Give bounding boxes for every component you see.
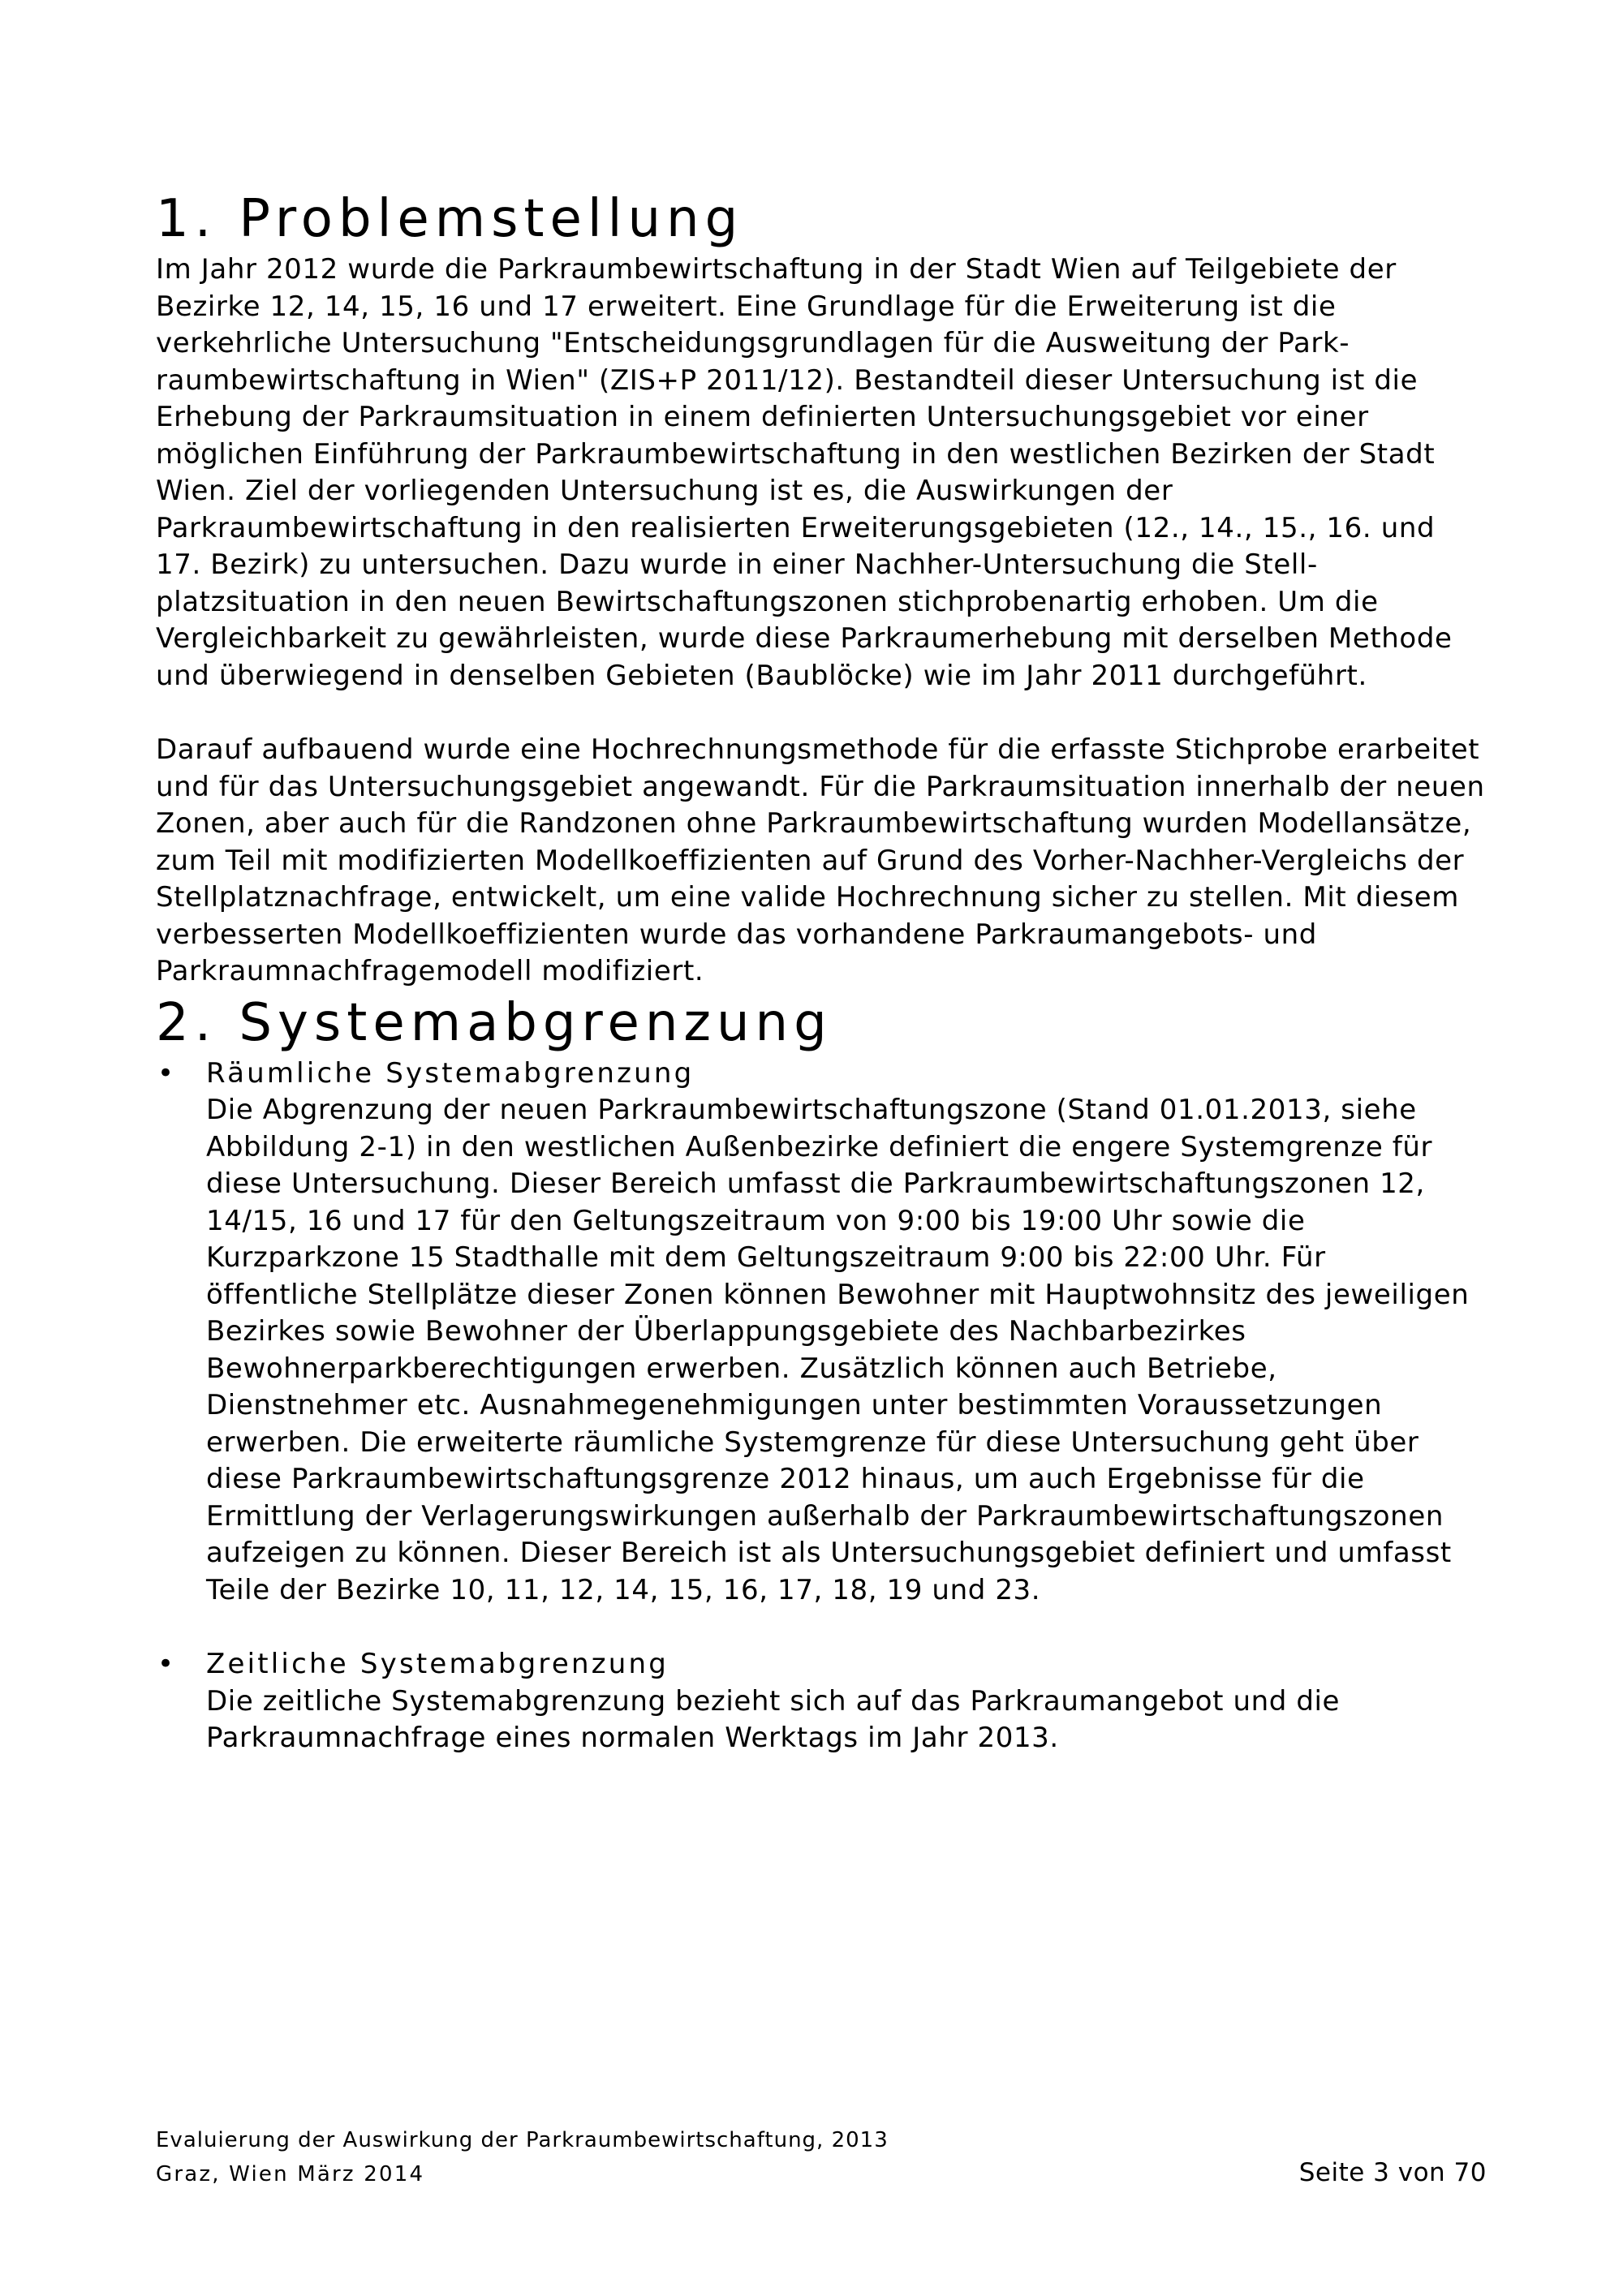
paragraph-problemstellung-1: Im Jahr 2012 wurde die Parkraumbewirtschaftung in der Stadt Wien auf Teilgebiete der Bezirke 12, 14, 15, 16 und 17 erweitert. Eine Grundlage für die Erweiterung ist die verkehrliche Untersuchung "Entscheidungsgrundlagen für die Ausweitung der Parkraumbewirtschaftung in Wien" (ZIS+P 2011/12). Bestandteil dieser Untersuchung ist die Erhebung der Parkraumsituation in einem definierten Untersuchungsgebiet vor einer möglichen Einführung der Parkraumbewirtschaftung in den westlichen Bezirken der Stadt Wien. Ziel der vorliegenden Untersuchung ist es, die Auswirkungen der Parkraumbewirtschaftung in den realisierten Erweiterungsgebieten (12., 14., 15., 16. und 17. Bezirk) zu untersuchen. Dazu wurde in einer Nachher-Untersuchung die Stellplatzsituation in den neuen Bewirtschaftungszonen stichprobenartig erhoben. Um die Vergleichbarkeit zu gewährleisten, wurde diese Parkraumerhebung mit derselben Methode und überwiegend in denselben Gebieten (Baublöcke) wie im Jahr 2011 durchgeführt. [156, 253, 1453, 692]
bullet-icon: • [157, 1648, 174, 1680]
systemabgrenzung-list [156, 1056, 1487, 1757]
bullet-icon: • [157, 1056, 174, 1090]
footer-line [156, 2156, 1487, 2191]
section-heading-problemstellung: 1. Problemstellung [156, 189, 744, 249]
page-number: Seite 3 von 70 [1298, 2158, 1487, 2187]
list-item-raeumliche [156, 1056, 1487, 1610]
list-item-zeitliche [156, 1646, 1487, 1757]
list-item-text: Die zeitliche Systemabgrenzung bezieht sich auf das Parkraumangebot und die Parkraumnachfrage eines normalen Werktags im Jahr 2013. [206, 1684, 1341, 1754]
footer-place-date: Graz, Wien März 2014 [156, 2162, 425, 2186]
paragraph-problemstellung-2: Darauf aufbauend wurde eine Hochrechnungsmethode für die erfasste Stichprobe erarbeitet und für das Untersuchungsgebiet angewandt. Für die Parkraumsituation innerhalb der neuen Zonen, aber auch für die Randzonen ohne Parkraumbewirtschaftung wurden Modellansätze, zum Teil mit modifizierten Modellkoeffizienten auf Grund des Vorher-Nachher-Vergleichs der Stellplatznachfrage, entwickelt, um eine valide Hochrechnung sicher zu stellen. Mit diesem verbesserten Modellkoeffizienten wurde das vorhandene Parkraumangebots- und Parkraumnachfragemodell modifiziert. [156, 733, 1485, 987]
footer-report-title: Evaluierung der Auswirkung der Parkraumbewirtschaftung, 2013 [156, 2128, 889, 2152]
list-item-text: Die Abgrenzung der neuen Parkraumbewirtschaftungszone (Stand 01.01.2013, siehe Abbildung 2-1) in den westlichen Außenbezirke definiert die engere Systemgrenze für diese Untersuchung. Dieser Bereich umfasst die Parkraumbewirtschaftungszonen 12, 14/15, 16 und 17 für den Geltungszeitraum von 9:00 bis 19:00 Uhr sowie die Kurzparkzone 15 Stadthalle mit dem Geltungszeitraum 9:00 bis 22:00 Uhr. Für öffentliche Stellplätze dieser Zonen können Bewohner mit Hauptwohnsitz des jeweiligen Bezirkes sowie Bewohner der Überlappungsgebiete des Nachbarbezirkes Bewohnerparkberechtigungen erwerben. Zusätzlich können auch Betriebe, Dienstnehmer etc. Ausnahmegenehmigungen unter bestimmten Voraussetzungen erwerben. Die erweiterte räumliche Systemgrenze für diese Untersuchung geht über diese Parkraumbewirtschaftungsgrenze 2012 hinaus, um auch Ergebnisse für die Ermittlung der Verlagerungswirkungen außerhalb der Parkraumbewirtschaftungszonen aufzeigen zu können. Dieser Bereich ist als Untersuchungsgebiet definiert und umfasst Teile der Bezirke 10, 11, 12, 14, 15, 16, 17, 18, 19 und 23. [206, 1094, 1470, 1606]
page-content [156, 187, 1487, 1757]
section-heading-systemabgrenzung: 2. Systemabgrenzung [156, 992, 833, 1053]
page-footer [156, 2124, 1487, 2191]
list-item-title: Räumliche Systemabgrenzung [206, 1056, 695, 1090]
list-item-title: Zeitliche Systemabgrenzung [206, 1648, 669, 1680]
